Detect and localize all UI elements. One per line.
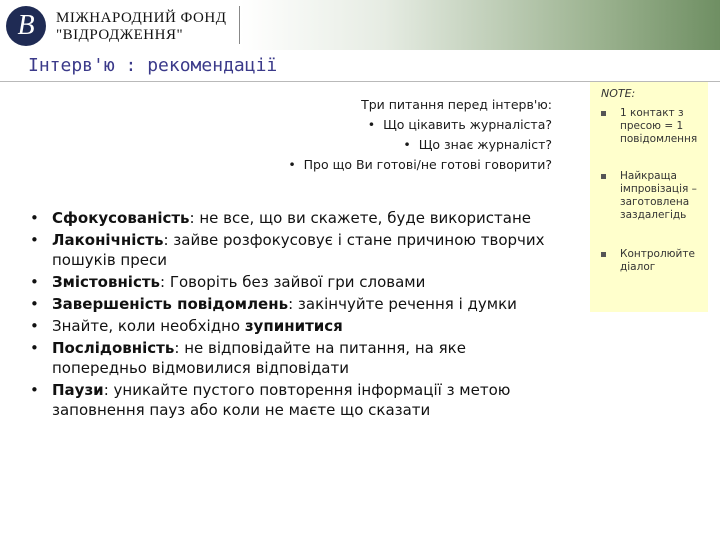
question-text: Що знає журналіст? [418, 137, 552, 152]
header [0, 0, 720, 50]
question-item: • Про що Ви готові/не готові говорити? [288, 157, 552, 172]
note-text: 1 контакт з пресою = 1 повідомлення [620, 107, 698, 145]
bullet-icon: • [30, 339, 39, 357]
bullet-icon: • [30, 381, 39, 399]
recommendation-key: зупинитися [244, 317, 343, 335]
recommendation-key: Послідовність [52, 339, 175, 357]
logo-letter: B [17, 10, 35, 41]
recommendation-item [30, 316, 550, 336]
recommendation-item [30, 380, 550, 420]
note-item [601, 248, 706, 274]
note-item [601, 170, 706, 222]
recommendation-item [30, 208, 550, 228]
foundation-logo-icon [6, 6, 46, 46]
logo-divider [239, 6, 240, 44]
questions-heading: Три питання перед інтерв'ю: [361, 97, 552, 112]
recommendation-key: Сфокусованість [52, 209, 190, 227]
bullet-icon: • [30, 295, 39, 313]
slide-title: Інтерв'ю : рекомендації [28, 55, 278, 76]
organization-name [56, 10, 226, 44]
recommendation-text: : не відповідайте на питання, на яке попередньо відмовилися відповідати [52, 339, 466, 377]
recommendation-key: Лаконічність [52, 231, 164, 249]
square-bullet-icon [601, 252, 606, 257]
recommendation-text: : закінчуйте речення і думки [288, 295, 517, 313]
recommendation-text: Знайте, коли необхідно [52, 317, 245, 335]
note-title: NOTE: [601, 87, 636, 100]
note-text: Найкраща імпровізація – заготовлена заздалегідь [620, 170, 697, 221]
square-bullet-icon [601, 174, 606, 179]
organization-name-line1: МІЖНАРОДНИЙ ФОНД [56, 10, 227, 26]
question-text: Про що Ви готові/не готові говорити? [303, 157, 552, 172]
recommendation-key: Паузи [52, 381, 104, 399]
bullet-icon: • [30, 273, 39, 291]
bullet-icon: • [30, 317, 39, 335]
square-bullet-icon [601, 111, 606, 116]
note-panel [590, 82, 708, 312]
note-item [601, 107, 706, 146]
question-text: Що цікавить журналіста? [383, 117, 552, 132]
recommendation-key: Змістовність [52, 273, 161, 291]
organization-name-line2: "ВІДРОДЖЕННЯ" [56, 27, 184, 43]
recommendation-item [30, 294, 550, 314]
recommendation-key: Завершеність повідомлень [52, 295, 289, 313]
question-item: • Що цікавить журналіста? [367, 117, 552, 132]
header-gradient-band [240, 0, 720, 50]
questions-block [288, 95, 552, 175]
question-item: • Що знає журналіст? [403, 137, 552, 152]
recommendation-text: : Говоріть без зайвої гри словами [160, 273, 426, 291]
recommendation-text: : уникайте пустого повторення інформації з метою заповнення пауз або коли не маєте що сказати [52, 381, 511, 419]
recommendation-text: : не все, що ви скажете, буде використане [189, 209, 532, 227]
recommendation-item [30, 272, 550, 292]
note-text: Контролюйте діалог [620, 248, 695, 273]
recommendation-item [30, 230, 550, 270]
recommendation-item [30, 338, 550, 378]
bullet-icon: • [30, 231, 39, 249]
recommendation-text: : зайве розфокусовує і стане причиною творчих пошуків преси [52, 231, 545, 269]
bullet-icon: • [30, 209, 39, 227]
recommendations-list [30, 208, 550, 422]
